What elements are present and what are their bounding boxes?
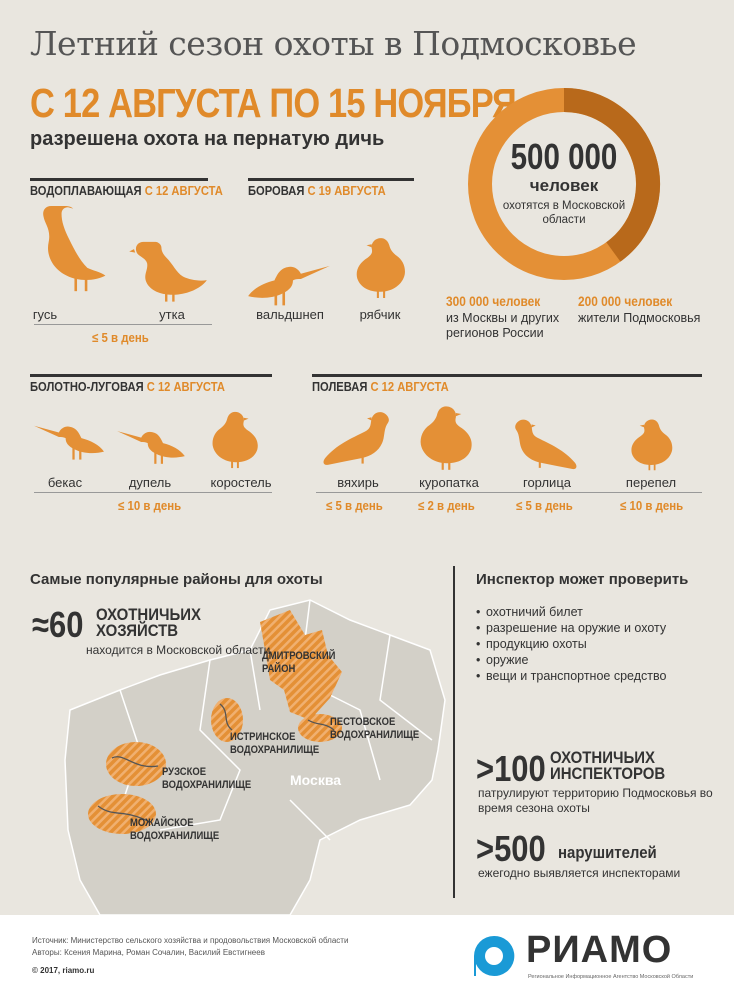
farms-approx: ≈60 xyxy=(32,604,84,645)
hazel-grouse-icon xyxy=(350,230,412,304)
duck-icon xyxy=(128,230,214,304)
mozhaysk-label: МОЖАЙСКОЕ ВОДОХРАНИЛИЩЕ xyxy=(130,817,220,842)
footer xyxy=(0,915,734,1000)
bird-name: гусь xyxy=(32,307,58,322)
limit-line xyxy=(34,492,272,493)
vertical-divider xyxy=(453,566,455,898)
moscow-desc: из Москвы и других регионов России xyxy=(446,311,560,340)
limit-quail: ≤ 10 в день xyxy=(620,498,684,513)
inspectors-num: >100 xyxy=(476,748,546,789)
footer-source: Источник: Министерство сельского хозяйства и продовольствия Московской области xyxy=(32,936,349,945)
great-snipe-icon xyxy=(116,418,186,466)
corncrake-icon xyxy=(204,408,266,470)
quail-icon xyxy=(620,416,684,472)
ring-center xyxy=(466,136,662,227)
footer-copyright: © 2017, riamo.ru xyxy=(32,966,95,975)
wood-pigeon-icon xyxy=(316,404,396,468)
category-name: БОРОВАЯ xyxy=(248,183,305,198)
hunters-desc: охотятся в Московской области xyxy=(502,200,626,226)
bird-name: горлица xyxy=(523,475,571,490)
limit-line xyxy=(34,324,212,325)
ruza-label: РУЗСКОЕ ВОДОХРАНИЛИЩЕ xyxy=(162,766,252,791)
districts-heading: Самые популярные районы для охоты xyxy=(30,571,323,588)
category-name: ВОДОПЛАВАЮЩАЯ xyxy=(30,183,142,198)
bird-name: дупель xyxy=(128,475,172,490)
footer-authors: Авторы: Ксения Марина, Роман Сочалин, Василий Евстигнеев xyxy=(32,948,265,957)
category-line xyxy=(30,178,208,181)
region-desc: жители Подмосковья xyxy=(578,311,701,325)
limit-marsh: ≤ 10 в день xyxy=(118,498,182,513)
farms-label: ОХОТНИЧЬИХ ХОЗЯЙСТВ xyxy=(96,605,201,640)
bird-name: вальдшнеп xyxy=(256,307,324,322)
turtle-dove-icon xyxy=(508,412,584,472)
list-item: • охотничий билет xyxy=(476,604,666,620)
riamo-logo-sub: Региональное Информационное Агентство Московской Области xyxy=(528,974,694,980)
moscow-city-label: Москва xyxy=(290,772,342,788)
region-num: 200 000 человек xyxy=(578,293,673,309)
bird-name: рябчик xyxy=(359,307,401,322)
season-subtitle: разрешена охота на пернатую дичь xyxy=(30,128,385,150)
hunters-total: 500 000 xyxy=(510,136,618,177)
hunters-unit: человек xyxy=(529,176,599,195)
season-dates: С 12 АВГУСТА ПО 15 НОЯБРЯ xyxy=(30,80,516,126)
riamo-logo-text: РИАМО xyxy=(526,929,673,971)
bird-name: утка xyxy=(159,307,185,322)
category-field xyxy=(312,379,449,394)
inspectors-label: ОХОТНИЧЬИХ ИНСПЕКТОРОВ xyxy=(550,748,666,783)
inspector-checklist xyxy=(476,604,666,684)
inspector-heading: Инспектор может проверить xyxy=(476,571,689,588)
category-name: БОЛОТНО-ЛУГОВАЯ xyxy=(30,379,144,394)
category-line xyxy=(312,374,702,377)
list-item: • продукцию охоты xyxy=(476,636,666,652)
istra-label: ИСТРИНСКОЕ ВОДОХРАНИЛИЩЕ xyxy=(230,731,320,756)
goose-icon xyxy=(28,196,108,296)
category-start: С 19 АВГУСТА xyxy=(307,183,386,198)
dmitrovsky-label: ДМИТРОВСКИЙ РАЙОН xyxy=(262,650,336,675)
page-title: Летний сезон охоты в Подмосковье xyxy=(30,24,637,63)
category-name: ПОЛЕВАЯ xyxy=(312,379,368,394)
moscow-num: 300 000 человек xyxy=(446,293,541,309)
violators-num: >500 xyxy=(476,828,546,869)
bird-name: куропатка xyxy=(419,475,479,490)
category-start: С 12 АВГУСТА xyxy=(146,379,225,394)
farms-desc: находится в Московской области xyxy=(86,643,271,657)
category-start: С 12 АВГУСТА xyxy=(144,183,223,198)
partridge-icon xyxy=(410,402,482,472)
violators-label: нарушителей xyxy=(558,843,657,862)
snipe-icon xyxy=(34,412,104,462)
limit-line xyxy=(316,492,702,493)
list-item: • оружие xyxy=(476,652,666,668)
bird-name: перепел xyxy=(625,475,677,490)
category-line xyxy=(248,178,414,181)
category-marsh xyxy=(30,379,225,394)
bird-name: коростель xyxy=(210,475,272,490)
list-item: • вещи и транспортное средство xyxy=(476,668,666,684)
limit-turtle-dove: ≤ 5 в день xyxy=(516,498,573,513)
bird-name: бекас xyxy=(47,475,83,490)
bird-name: вяхирь xyxy=(337,475,379,490)
inspectors-desc: патрулируют территорию Подмосковья во время сезона охоты xyxy=(478,786,713,815)
violators-desc: ежегодно выявляется инспекторами xyxy=(478,866,681,880)
riamo-logo-icon xyxy=(470,932,518,980)
woodcock-icon xyxy=(246,250,332,308)
pestovo-label: ПЕСТОВСКОЕ ВОДОХРАНИЛИЩЕ xyxy=(330,716,420,741)
limit-wood-pigeon: ≤ 5 в день xyxy=(326,498,383,513)
category-start: С 12 АВГУСТА xyxy=(370,379,449,394)
category-forest xyxy=(248,183,386,198)
limit-partridge: ≤ 2 в день xyxy=(418,498,475,513)
category-line xyxy=(30,374,272,377)
list-item: • разрешение на оружие и охоту xyxy=(476,620,666,636)
limit-waterfowl: ≤ 5 в день xyxy=(92,330,149,345)
